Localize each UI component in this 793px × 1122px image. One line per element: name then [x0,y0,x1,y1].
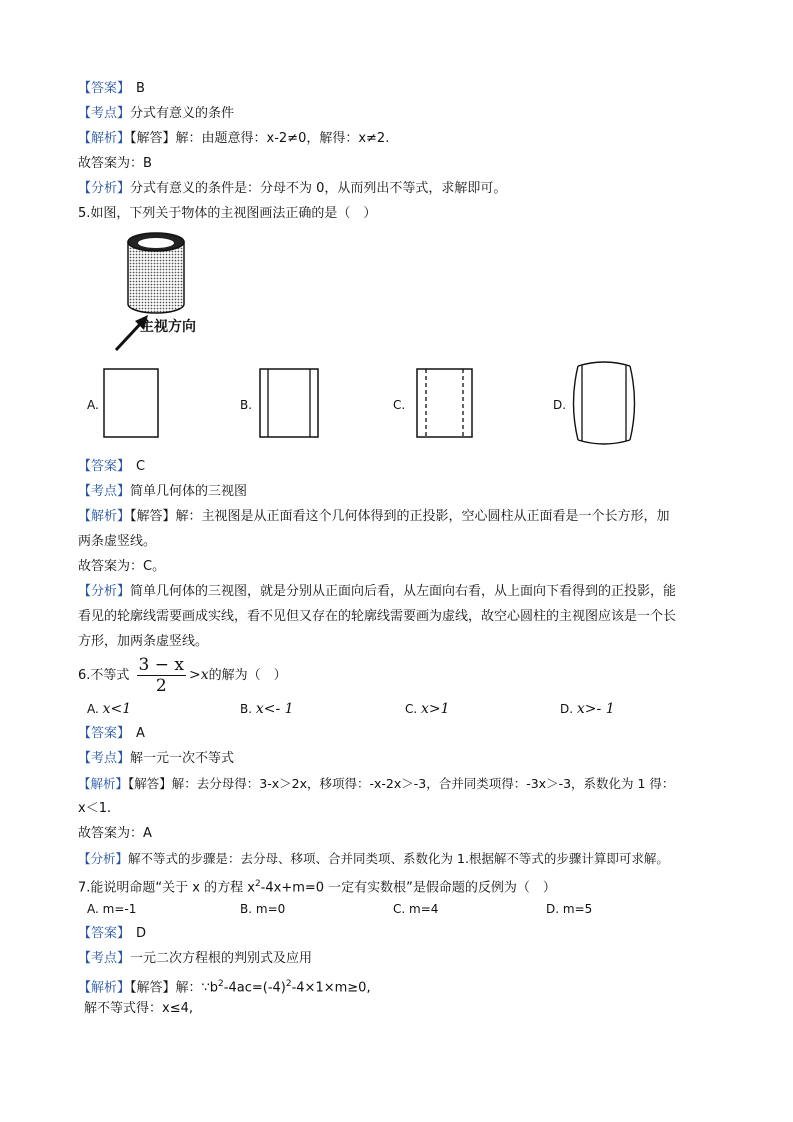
point-text: 解一元一次不等式 [130,751,235,766]
q6-option-c: C. x>1 [405,701,450,717]
q7-point-line [78,950,312,968]
analysis-text: 【解答】解：去分母得：3-x＞2x，移项得：-x-2x＞-3，合并同类项得：-3x＞-3，系数化为 1 得： [128,776,675,791]
option-d-figure [570,360,638,446]
q5-stem: 5.如图，下列关于物体的主视图画法正确的是（ ） [78,206,377,221]
q5-explain-line-2: 看见的轮廓线需要画成实线，看不见但又存在的轮廓线需要画为虚线，故空心圆柱的主视图应该是一个长 [78,609,677,624]
q6-option-b: B. x<- 1 [240,701,294,717]
q6-fraction [137,655,186,696]
option-c-figure [413,366,477,440]
answer-value: A [136,726,145,741]
q6-stem [78,654,287,697]
point-text: 分式有意义的条件 [130,106,235,121]
q7-analysis-line: 【解析】【解答】解：$\because b^2-4ac=(-4)^2-4\times 1\times m\ge 0$, [78,979,371,996]
q6-answer-line [78,725,145,743]
answer-value: C [136,459,146,474]
answer-value: D [136,926,147,941]
point-tag: 【考点】 [78,751,131,766]
answer-tag: 【答案】 [78,926,131,941]
fraction-denominator: 2 [155,676,167,696]
q7-answer-line [78,925,146,943]
analysis-text: 【解答】解：由题意得：x-2≠0，解得：x≠2. [130,131,390,146]
point-tag: 【考点】 [78,951,131,966]
answer-tag: 【答案】 [78,459,131,474]
q7-option-c: C. m=4 [393,902,439,916]
q4-answer-line [78,80,145,98]
q6-analysis-line [78,775,674,793]
q7-option-a: A. m=-1 [87,902,137,916]
q5-conclusion: 故答案为：C。 [78,559,166,574]
point-tag: 【考点】 [78,484,131,499]
q4-explain-line [78,180,506,198]
explain-text: 解不等式的步骤是：去分母、移项、合并同类项、系数化为 1.根据解不等式的步骤计算即可求解。 [128,851,669,866]
q6-option-a: A. x<1 [87,701,132,717]
view-direction-label: 主视方向 [140,319,196,335]
analysis-tag: 【解析】 [78,776,129,791]
q4-analysis-line [78,130,389,148]
q5-answer-line [78,458,145,476]
option-b-figure [257,366,323,440]
q5-analysis-line-2: 两条虚竖线。 [78,534,157,549]
q6-option-d: D. x>- 1 [560,701,615,717]
q5-option-b-label: B. [240,398,253,412]
point-text: 简单几何体的三视图 [130,484,248,499]
q7-option-d: D. m=5 [546,902,593,916]
q6-explain-line [78,850,669,868]
answer-tag: 【答案】 [78,81,131,96]
q5-point-line [78,483,247,501]
analysis-tag: 【解析】 [78,131,131,146]
q6-analysis-line-2: x＜1. [78,801,112,816]
answer-value: B [136,81,145,96]
analysis-text: 【解答】解：主视图是从正面看这个几何体得到的正投影，空心圆柱从正面看是一个长方形，加 [130,509,670,524]
analysis-tag: 【解析】 [78,980,131,996]
q5-option-a-label: A. [87,398,99,412]
point-text: 一元二次方程根的判别式及应用 [130,951,313,966]
q6-conclusion: 故答案为：A [78,826,152,841]
explain-tag: 【分析】 [78,851,129,866]
q5-analysis-line [78,508,670,526]
q5-explain-line [78,583,676,601]
explain-tag: 【分析】 [78,181,131,196]
q6-point-line [78,750,234,768]
option-a-figure [102,366,162,440]
explain-tag: 【分析】 [78,584,131,599]
q5-option-c-label: C. [393,398,406,412]
explain-text: 分式有意义的条件是：分母不为 0，从而列出不等式，求解即可。 [130,181,507,196]
q7-option-b: B. m=0 [240,902,286,916]
answer-tag: 【答案】 [78,726,131,741]
q4-conclusion: 故答案为：B [78,156,152,171]
analysis-tag: 【解析】 [78,509,131,524]
q6-stem-suffix: 的解为（ ） [208,668,287,683]
q6-stem-inequality: >x [189,667,209,683]
q7-stem: 7.能说明命题“关于 x 的方程 $x^2-4x+m=0$ 一定有实数根”是假命题的反例为（ ） [78,879,556,896]
q5-explain-line-3: 方形，加两条虚竖线。 [78,634,209,649]
fraction-numerator: 3 − x [138,655,185,675]
q5-option-d-label: D. [553,398,567,412]
q6-stem-prefix: 6.不等式 [78,668,130,683]
point-tag: 【考点】 [78,106,131,121]
explain-text: 简单几何体的三视图，就是分别从正面向后看，从左面向右看，从上面向下看得到的正投影，能 [130,584,677,599]
q4-point-line [78,105,234,123]
q7-analysis-line-2: 解不等式得：x≤4, [84,1001,193,1016]
